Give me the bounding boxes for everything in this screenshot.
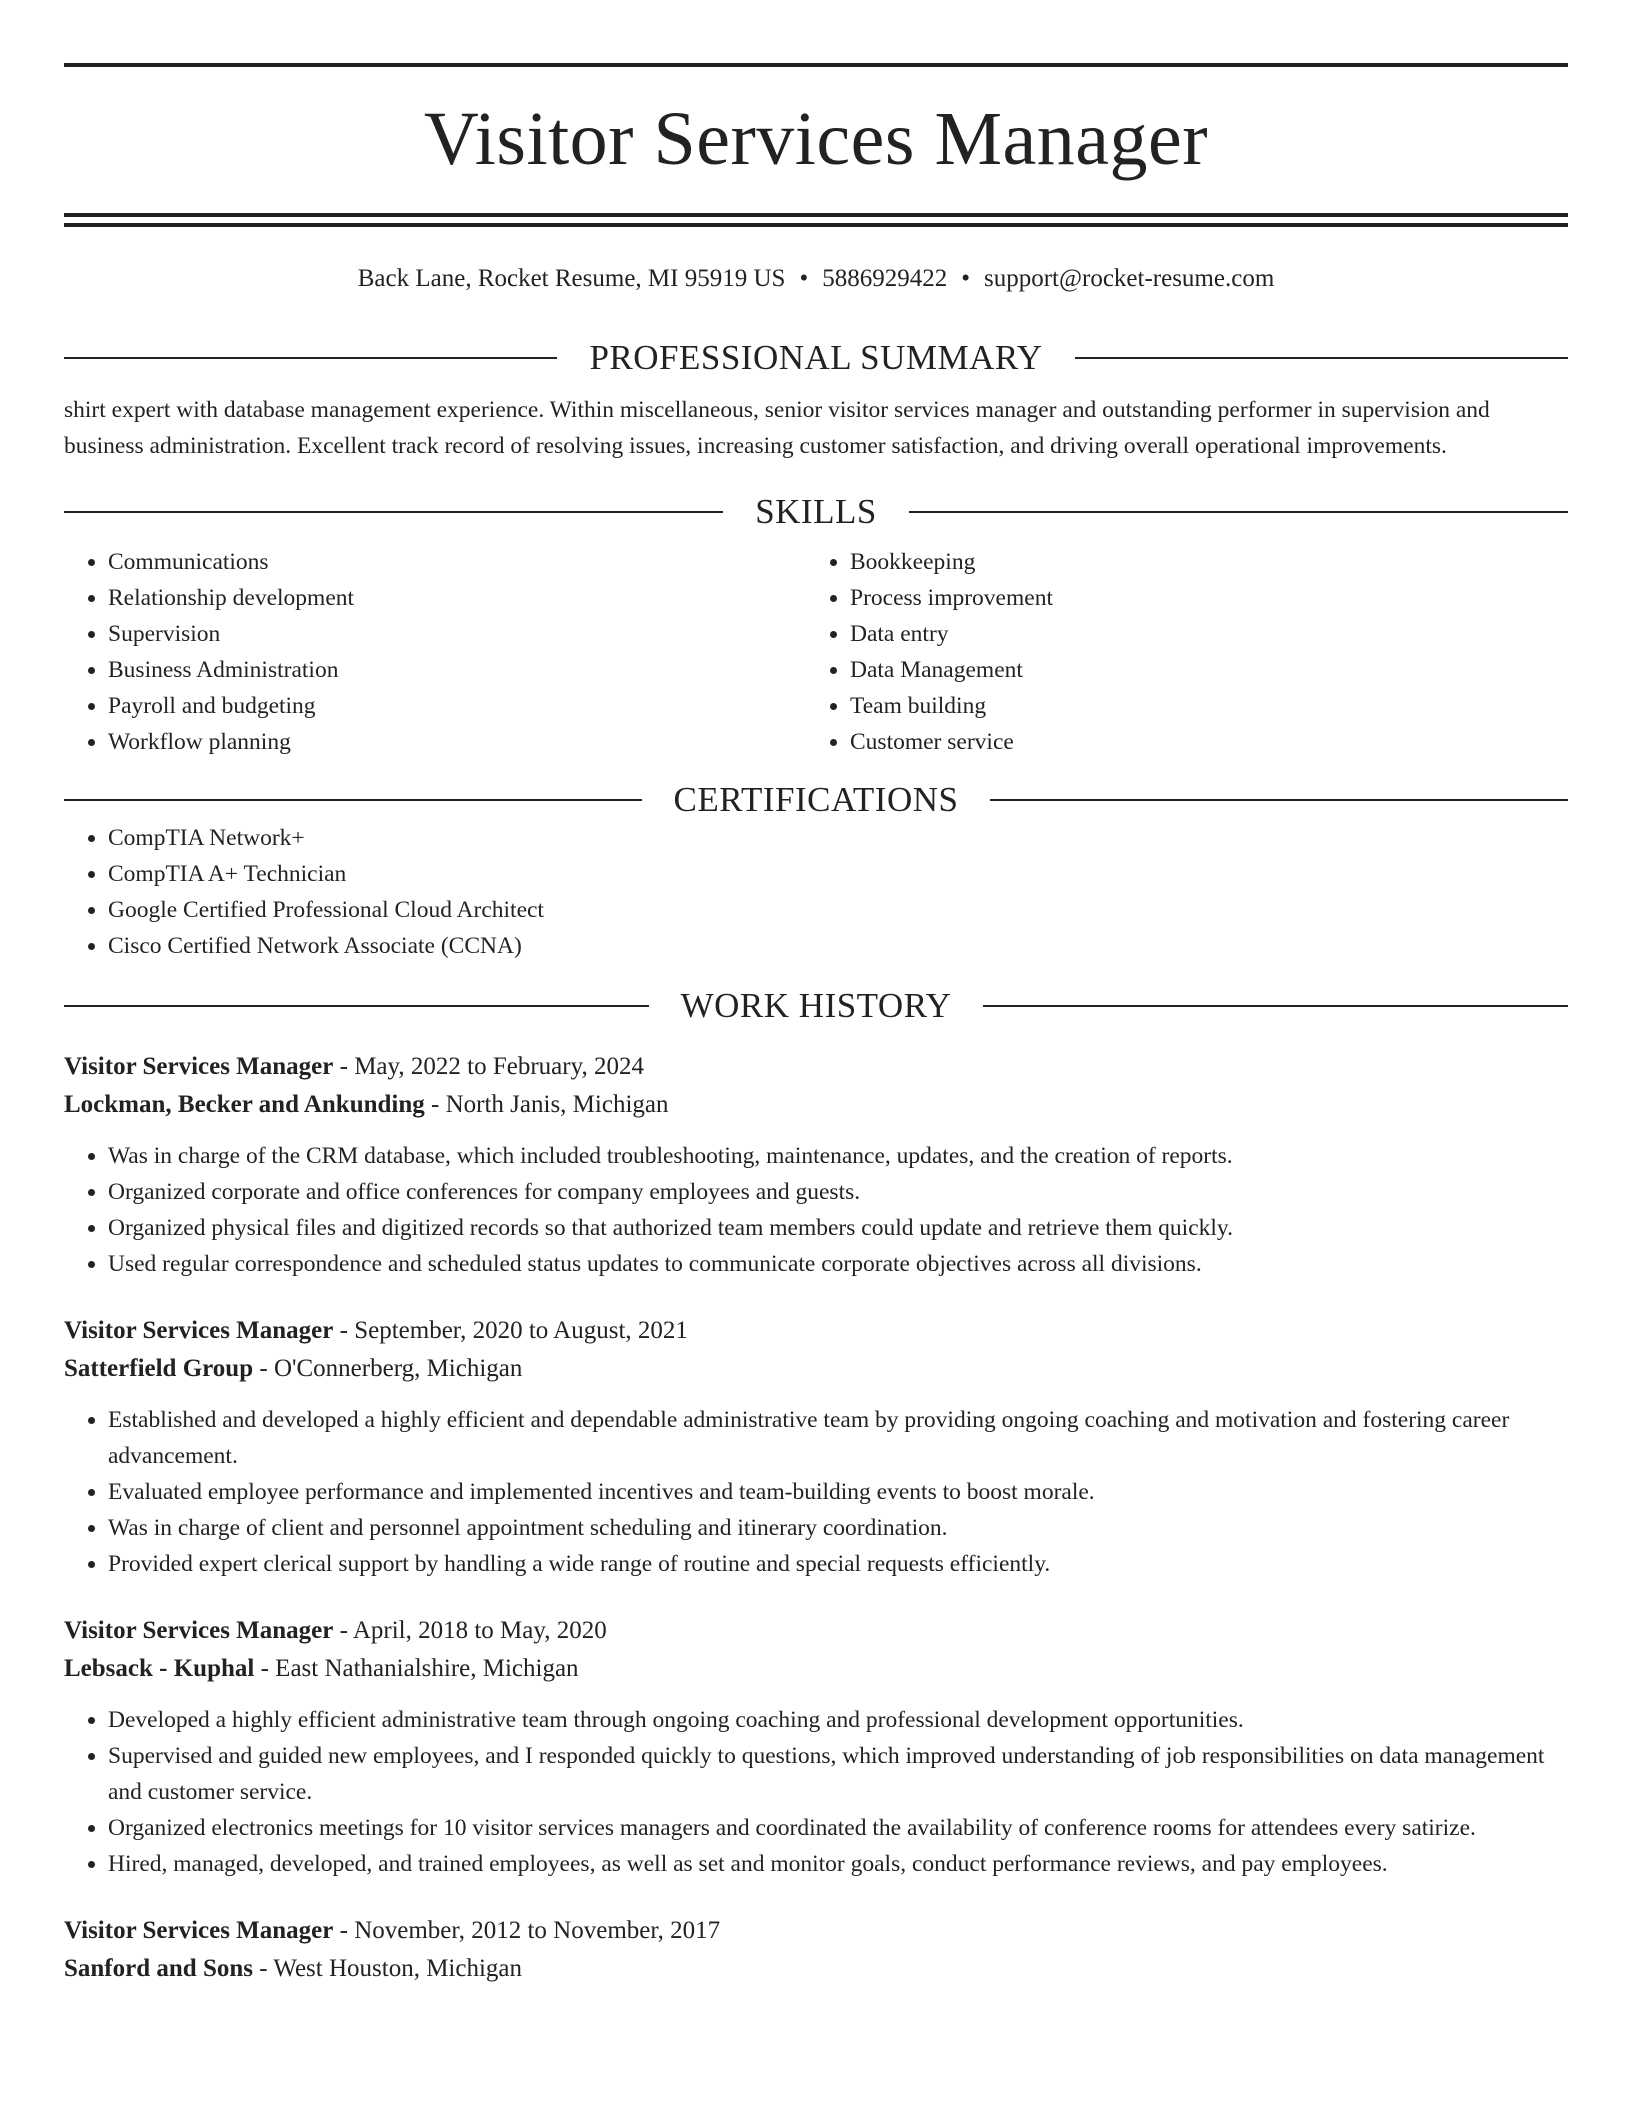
job-bullet: • Developed a highly efficient administrative team through ongoing coaching and professional development opportunities. xyxy=(108,1702,1568,1738)
skills-list-right xyxy=(806,544,1548,760)
contact-email: support@rocket-resume.com xyxy=(983,265,1275,292)
job-entry xyxy=(64,1912,1568,1988)
job-title: Visitor Services Manager xyxy=(64,1917,334,1944)
header-double-rule xyxy=(64,213,1568,227)
job-title-line: Visitor Services Manager - November, 2012 to November, 2017 xyxy=(64,1917,721,1944)
skill-item: • Customer service xyxy=(850,724,1548,760)
work-history-heading xyxy=(64,986,1568,1026)
skill-item: • Workflow planning xyxy=(108,724,806,760)
job-company-line: Lebsack - Kuphal - East Nathanialshire, Michigan xyxy=(64,1655,579,1682)
work-history-heading-label: WORK HISTORY xyxy=(680,986,952,1025)
heading-rule xyxy=(990,799,1568,801)
job-company-line: Satterfield Group - O'Connerberg, Michigan xyxy=(64,1355,523,1382)
skill-item: • Data entry xyxy=(850,616,1548,652)
heading-rule xyxy=(64,357,557,359)
skill-item: • Communications xyxy=(108,544,806,580)
job-bullets xyxy=(64,1138,1568,1282)
certifications-heading-label: CERTIFICATIONS xyxy=(673,780,959,819)
certification-item: • Google Certified Professional Cloud Architect xyxy=(108,892,1568,928)
skills-column-right xyxy=(806,544,1548,760)
job-company: Lebsack - Kuphal xyxy=(64,1655,255,1682)
certification-item: • CompTIA Network+ xyxy=(108,820,1568,856)
job-entry xyxy=(64,1312,1568,1582)
contact-separator: • xyxy=(961,265,970,292)
job-location: West Houston, Michigan xyxy=(273,1955,523,1982)
skill-item: • Payroll and budgeting xyxy=(108,688,806,724)
job-entry xyxy=(64,1048,1568,1282)
job-title: Visitor Services Manager xyxy=(64,1317,334,1344)
job-bullet: • Evaluated employee performance and implemented incentives and team-building events to boost morale. xyxy=(108,1474,1568,1510)
job-bullet: • Supervised and guided new employees, and I responded quickly to questions, which improved understanding of job responsibilities on data management and customer service. xyxy=(108,1738,1568,1810)
resume-page xyxy=(64,0,1568,1988)
summary-heading xyxy=(64,338,1568,378)
heading-rule xyxy=(64,799,642,801)
job-bullet: • Used regular correspondence and scheduled status updates to communicate corporate objectives across all divisions. xyxy=(108,1246,1568,1282)
skills-list-left xyxy=(64,544,806,760)
job-title-line: Visitor Services Manager - April, 2018 to May, 2020 xyxy=(64,1617,607,1644)
job-bullet: • Organized electronics meetings for 10 visitor services managers and coordinated the availability of conference rooms for attendees every satirize. xyxy=(108,1810,1568,1846)
skill-item: • Process improvement xyxy=(850,580,1548,616)
skill-item: • Team building xyxy=(850,688,1548,724)
skill-item: • Data Management xyxy=(850,652,1548,688)
job-company: Sanford and Sons xyxy=(64,1955,253,1982)
job-dates: September, 2020 to August, 2021 xyxy=(354,1317,688,1344)
heading-rule xyxy=(909,511,1568,513)
certifications-heading xyxy=(64,780,1568,820)
skills-column-left xyxy=(64,544,806,760)
contact-line xyxy=(64,264,1568,294)
summary-text: shirt expert with database management experience. Within miscellaneous, senior visitor services manager and outstanding performer in supervision and business administration. Excellent track record of resolving issues, increasing customer satisfaction, and driving overall operational improvements. xyxy=(64,397,1490,459)
job-bullet: • Provided expert clerical support by handling a wide range of routine and special requests efficiently. xyxy=(108,1546,1568,1582)
certification-item: • CompTIA A+ Technician xyxy=(108,856,1568,892)
job-bullet: • Was in charge of the CRM database, which included troubleshooting, maintenance, updates, and the creation of reports. xyxy=(108,1138,1568,1174)
resume-title: Visitor Services Manager xyxy=(423,97,1209,181)
job-location: East Nathanialshire, Michigan xyxy=(275,1655,579,1682)
job-dates: November, 2012 to November, 2017 xyxy=(354,1917,721,1944)
skill-item: • Bookkeeping xyxy=(850,544,1548,580)
job-company: Satterfield Group xyxy=(64,1355,254,1382)
job-bullets xyxy=(64,1402,1568,1582)
summary-heading-label: PROFESSIONAL SUMMARY xyxy=(589,338,1043,377)
job-location: O'Connerberg, Michigan xyxy=(273,1355,523,1382)
contact-phone: 5886929422 xyxy=(822,265,948,292)
certification-item: • Cisco Certified Network Associate (CCNA) xyxy=(108,928,1568,964)
job-dates: April, 2018 to May, 2020 xyxy=(352,1617,607,1644)
job-title-line: Visitor Services Manager - May, 2022 to February, 2024 xyxy=(64,1053,644,1080)
contact-address: Back Lane, Rocket Resume, MI 95919 US xyxy=(357,265,786,292)
job-bullets xyxy=(64,1702,1568,1882)
job-entry xyxy=(64,1612,1568,1882)
contact-separator: • xyxy=(799,265,809,292)
job-company: Lockman, Becker and Ankunding xyxy=(64,1091,425,1118)
job-title: Visitor Services Manager xyxy=(64,1053,334,1080)
skill-item: • Supervision xyxy=(108,616,806,652)
skills-grid xyxy=(64,544,1568,760)
job-bullet: • Organized physical files and digitized records so that authorized team members could update and retrieve them quickly. xyxy=(108,1210,1568,1246)
job-company-line: Lockman, Becker and Ankunding - North Janis, Michigan xyxy=(64,1091,669,1118)
skill-item: • Business Administration xyxy=(108,652,806,688)
job-title: Visitor Services Manager xyxy=(64,1617,334,1644)
heading-rule xyxy=(64,1005,649,1007)
job-bullet: • Organized corporate and office conferences for company employees and guests. xyxy=(108,1174,1568,1210)
job-company-line: Sanford and Sons - West Houston, Michigan xyxy=(64,1955,523,1982)
skills-heading-label: SKILLS xyxy=(755,492,877,531)
job-title-line: Visitor Services Manager - September, 2020 to August, 2021 xyxy=(64,1317,688,1344)
job-bullet: • Was in charge of client and personnel appointment scheduling and itinerary coordination. xyxy=(108,1510,1568,1546)
heading-rule xyxy=(983,1005,1568,1007)
skill-item: • Relationship development xyxy=(108,580,806,616)
heading-rule xyxy=(1075,357,1568,359)
job-location: North Janis, Michigan xyxy=(445,1091,669,1118)
job-bullet: • Established and developed a highly efficient and dependable administrative team by providing ongoing coaching and motivation and fostering career advancement. xyxy=(108,1402,1568,1474)
job-bullet: • Hired, managed, developed, and trained employees, as well as set and monitor goals, conduct performance reviews, and pay employees. xyxy=(108,1846,1568,1882)
header-top-rule xyxy=(64,63,1568,67)
job-dates: May, 2022 to February, 2024 xyxy=(354,1053,644,1080)
heading-rule xyxy=(64,511,723,513)
skills-heading xyxy=(64,492,1568,532)
certifications-list xyxy=(64,820,1568,964)
